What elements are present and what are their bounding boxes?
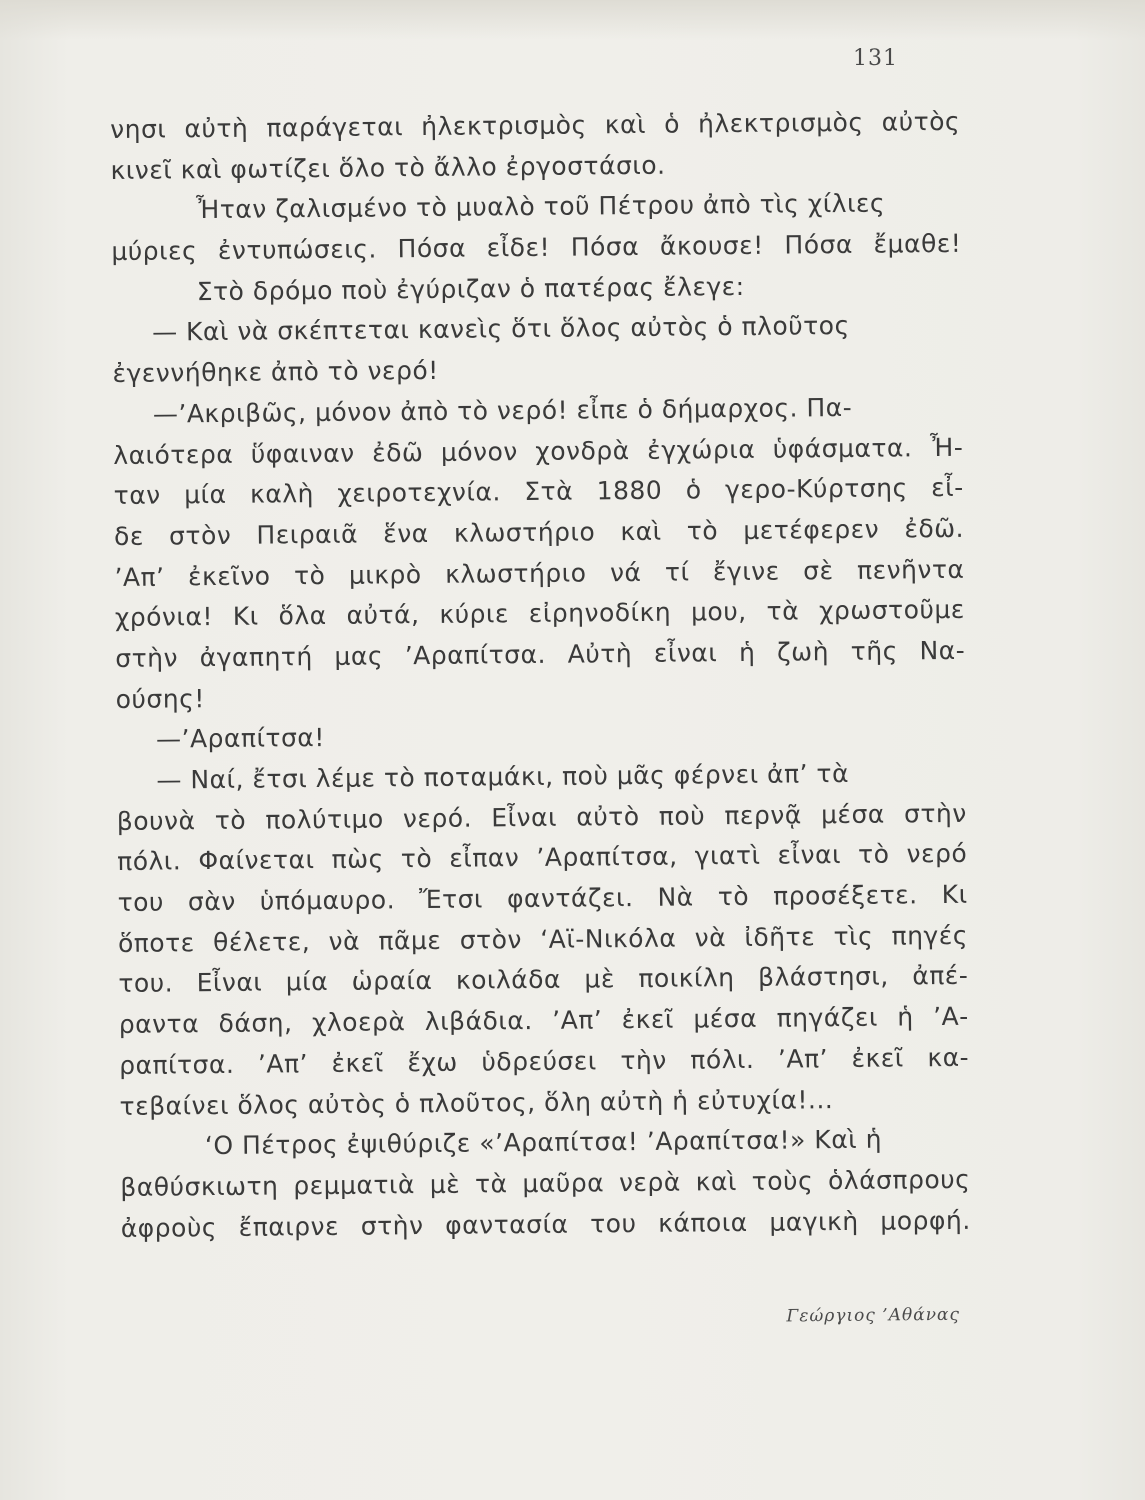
text-line: ραντα δάση, χλοερὰ λιβάδια. ’Απ’ ἐκεῖ μέσα πηγάζει ἡ ’Α- — [118, 1001, 969, 1040]
text-line: του σὰν ὑπόμαυρο. Ἔτσι φαντάζει. Νὰ τὸ προσέξετε. Κι — [117, 879, 968, 918]
author-signature: Γεώργιος ’Αθάνας — [786, 1304, 961, 1327]
text-line: — Καὶ νὰ σκέπτεται κανεὶς ὅτι ὅλος αὐτὸς ὁ πλοῦτος — [151, 311, 850, 348]
text-line: δε στὸν Πειραιᾶ ἕνα κλωστήριο καὶ τὸ μετέφερεν ἐδῶ. — [113, 513, 965, 551]
page-number: 131 — [853, 46, 898, 71]
text-line: ἐγεννήθηκε ἀπὸ τὸ νερό! — [112, 355, 439, 389]
text-line: πόλι. Φαίνεται πὼς τὸ εἶπαν ’Αραπίτσα, γιατὶ εἶναι τὸ νερό — [117, 839, 968, 877]
text-line: ούσης! — [115, 683, 205, 714]
text-line: του. Εἶναι μία ὡραία κοιλάδα μὲ ποικίλη βλάστησι, ἀπέ- — [118, 961, 969, 999]
text-line: τεβαίνει ὅλος αὐτὸς ὁ πλοῦτος, ὅλη αὐτὴ ἡ εὐτυχία!... — [119, 1084, 834, 1121]
text-line: — Ναί, ἔτσι λέμε τὸ ποταμάκι, ποὺ μᾶς φέρνει ἀπ’ τὰ — [156, 758, 850, 795]
text-line: ’Απ’ ἐκεῖνο τὸ μικρὸ κλωστήριο νά τί ἔγινε σὲ πενῆντα — [114, 554, 965, 592]
text-line: στὴν ἀγαπητή μας ’Αραπίτσα. Αὐτὴ εἶναι ἡ ζωὴ τῆς Να- — [115, 635, 966, 673]
text-line: Ἦταν ζαλισμένο τὸ μυαλὸ τοῦ Πέτρου ἀπὸ τὶς χίλιες — [195, 188, 886, 225]
text-line: νησι αὐτὴ παράγεται ἠλεκτρισμὸς καὶ ὁ ἠλεκτρισμὸς αὐτὸς — [110, 106, 961, 144]
text-line: ἀφροὺς ἔπαιρνε στὴν φαντασία του κάποια μαγικὴ μορφή. — [120, 1205, 971, 1243]
text-line: κινεῖ καὶ φωτίζει ὅλο τὸ ἄλλο ἐργοστάσιο. — [110, 150, 666, 185]
text-line: χρόνια! Κι ὅλα αὐτά, κύριε εἰρηνοδίκη μου, τὰ χρωστοῦμε — [114, 595, 965, 633]
text-line: Στὸ δρόμο ποὺ ἐγύριζαν ὁ πατέρας ἔλεγε: — [196, 271, 745, 306]
text-line: ὅποτε θέλετε, νὰ πᾶμε στὸν ‘Αϊ-Νικόλα νὰ ἰδῆτε τὶς πηγές — [117, 920, 969, 958]
body-text — [110, 102, 971, 1249]
text-line: —’Ακριβῶς, μόνον ἀπὸ τὸ νερό! εἶπε ὁ δήμαρχος. Πα- — [152, 392, 853, 429]
text-line: βουνὰ τὸ πολύτιμο νερό. Εἶναι αὐτὸ ποὺ περνᾷ μέσα στὴν — [116, 798, 967, 836]
text-line: ραπίτσα. ’Απ’ ἐκεῖ ἔχω ὑδρεύσει τὴν πόλι. ’Απ’ ἐκεῖ κα- — [119, 1042, 970, 1080]
text-line: βαθύσκιωτη ρεμματιὰ μὲ τὰ μαῦρα νερὰ καὶ τοὺς ὁλάσπρους — [120, 1164, 971, 1202]
text-line: ταν μία καλὴ χειροτεχνία. Στὰ 1880 ὁ γερο-Κύρτσης εἶ- — [113, 473, 964, 511]
text-line: μύριες ἐντυπώσεις. Πόσα εἶδε! Πόσα ἄκουσε! Πόσα ἔμαθε! — [111, 228, 962, 267]
text-line: ‘Ο Πέτρος ἐψιθύριζε «’Αραπίτσα! ’Αραπίτσα!» Καὶ ἡ — [204, 1124, 883, 1161]
text-line: λαιότερα ὕφαιναν ἐδῶ μόνον χονδρὰ ἐγχώρια ὑφάσματα. Ἦ- — [113, 432, 964, 470]
text-line: —’Αραπίτσα! — [155, 723, 325, 754]
